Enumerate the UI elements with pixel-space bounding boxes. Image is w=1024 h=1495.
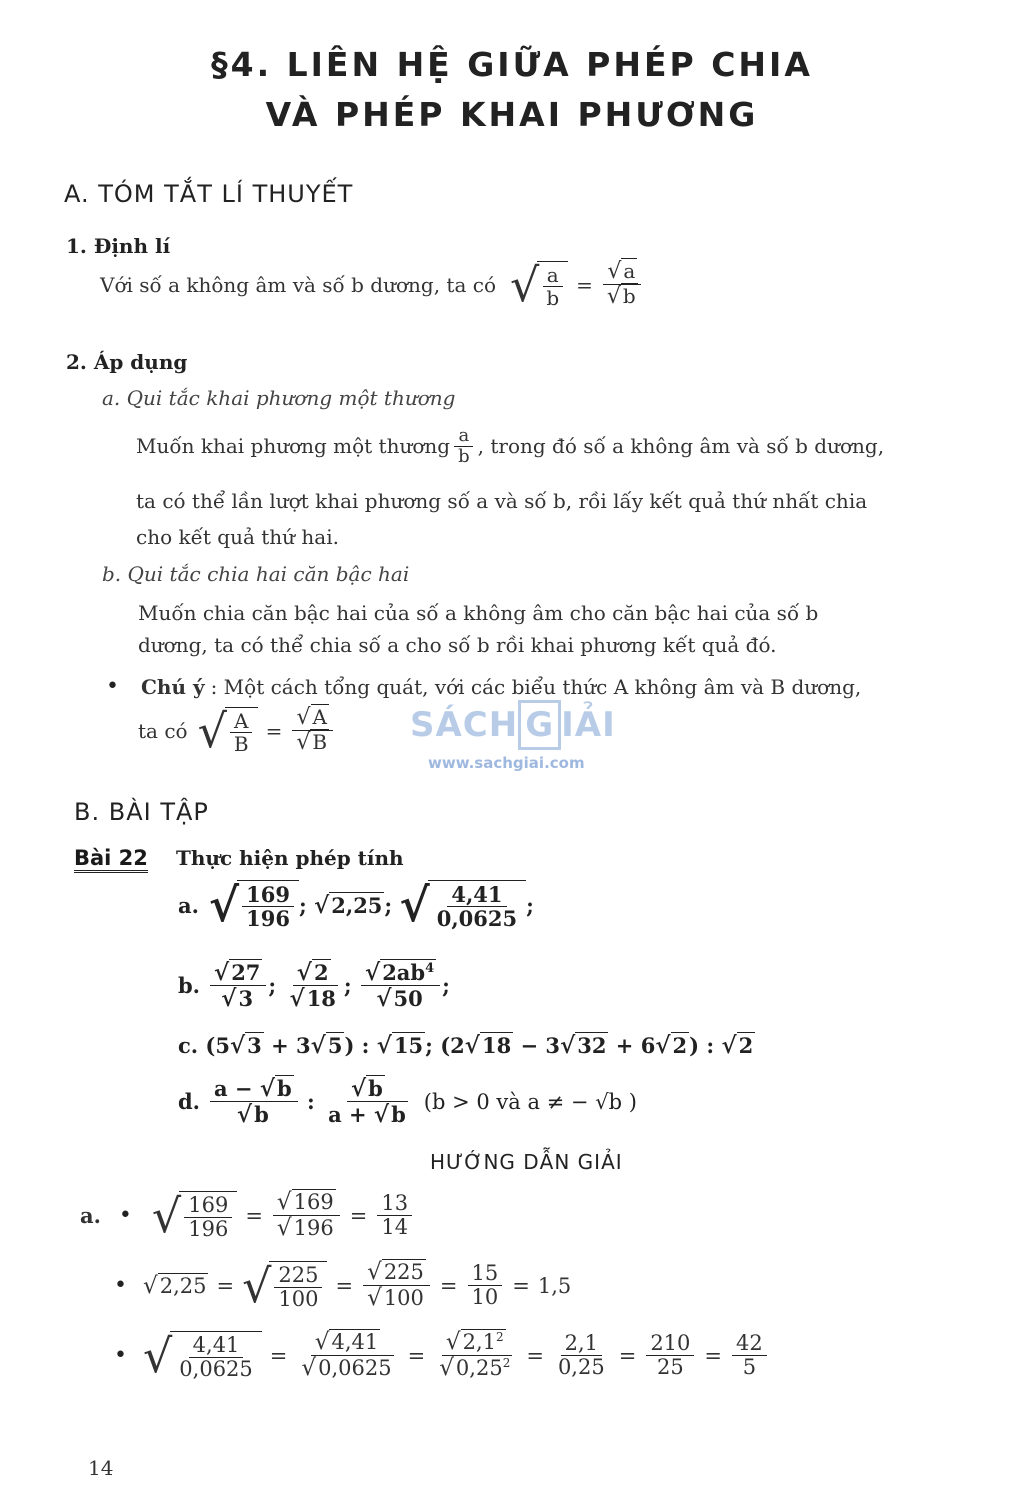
watermark-right: IẢI xyxy=(561,705,616,745)
note-text: : Một cách tổng quát, với các biểu thức A không âm và B dương, xyxy=(210,675,862,699)
note-line-1 xyxy=(106,672,861,702)
solution-a-2: • √2,25 = √ $\frac{225}{100}$ = $\frac{√225}{√100}$ = $\frac{15}{10}$ = 1,5 xyxy=(114,1258,572,1313)
rule-b-line-2: dương, ta có thể chia số a cho số b rồi khai phương kết quả đó. xyxy=(138,633,777,657)
page-title-line-2: VÀ PHÉP KHAI PHƯƠNG xyxy=(265,95,759,134)
exercise-22c: c. (5√3 + 3√5) : √15; (2√18 − 3√32 + 6√2) : √2 xyxy=(178,1032,754,1059)
exercise-22d: d. $\frac{a - √b}{√b}$ : $\frac{√b}{a + √b}$ (b > 0 và a ≠ − √b ) xyxy=(178,1075,637,1129)
rule-a-line-3: ta có thể lần lượt khai phương số a và số b, rồi lấy kết quả thứ nhất chia xyxy=(136,489,868,513)
watermark-left: SÁCH xyxy=(410,705,519,745)
rule-a-line-1 xyxy=(136,426,884,467)
watermark-url: www.sachgiai.com xyxy=(428,754,585,772)
section-b-heading: B. BÀI TẬP xyxy=(74,798,209,826)
fraction-a-over-b: $\frac{a}{b}$ xyxy=(454,426,474,467)
rule-b-line-1: Muốn chia căn bậc hai của số a không âm cho căn bậc hai của số b xyxy=(138,601,819,625)
exercise-label xyxy=(74,846,148,870)
solution-a-3: • √ $\frac{4,41}{0,0625}$ = $\frac{√4,41}{√0,0625}$ = $\frac{√2,1^2}{√0,25^2}$ = $\frac{2,1}{0,25}$ = $\frac{210}{25}$ = $\frac{42}{5}$ xyxy=(114,1330,769,1382)
rule-a-title: a. Qui tắc khai phương một thương xyxy=(102,386,456,410)
theorem-statement: Với số a không âm và số b dương, ta có √ $\frac{a}{b}$ = $\frac{√ a}{√ b}$ xyxy=(100,260,644,309)
rule-a-text-1: Muốn khai phương một thương xyxy=(136,434,451,459)
sachgiai-watermark-logo xyxy=(410,700,620,790)
note-text-2: ta có xyxy=(138,718,188,743)
watermark-g: G xyxy=(518,700,561,750)
page-number: 14 xyxy=(88,1456,114,1480)
note-label: Chú ý xyxy=(140,675,205,699)
exercise-22a: a. √ $\frac{169}{196}$ ; √2,25 ; √ $\frac{4,41}{0,0625}$ ; xyxy=(178,878,534,933)
theorem-text: Với số a không âm và số b dương, ta có xyxy=(100,272,496,297)
bullet-icon: • xyxy=(106,674,119,699)
exercise-22b: b. $\frac{√27}{√3}$ ; $\frac{√2}{√18}$ ; $\frac{√2ab^4}{√50}$ ; xyxy=(178,959,450,1013)
note-formula-rhs: $\frac{√ A}{√ B}$ xyxy=(292,706,333,755)
solution-a-1: a. • √ $\frac{169}{196}$ = $\frac{√169}{√196}$ = $\frac{13}{14}$ xyxy=(80,1190,414,1242)
section-a-heading: A. TÓM TẮT LÍ THUYẾT xyxy=(64,180,354,208)
theorem-formula-lhs: √ $\frac{a}{b}$ xyxy=(510,261,568,309)
exercise-title: Thực hiện phép tính xyxy=(176,846,404,870)
theorem-heading: 1. Định lí xyxy=(66,234,171,258)
rule-b-title: b. Qui tắc chia hai căn bậc hai xyxy=(102,562,410,586)
note-line-2: ta có √ $\frac{A}{B}$ = $\frac{√ A}{√ B}$ xyxy=(138,706,335,755)
page-title-line-1: §4. LIÊN HỆ GIỮA PHÉP CHIA xyxy=(211,45,813,84)
theorem-formula-rhs: $\frac{√ a}{√ b}$ xyxy=(603,260,642,309)
guide-heading: HƯỚNG DẪN GIẢI xyxy=(430,1150,623,1174)
note-formula-lhs: √ $\frac{A}{B}$ xyxy=(198,707,258,755)
apply-heading: 2. Áp dụng xyxy=(66,350,188,374)
rule-a-text-2: , trong đó số a không âm và số b dương, xyxy=(477,434,885,459)
exercise-number: Bài 22 xyxy=(74,846,148,873)
rule-a-line-4: cho kết quả thứ hai. xyxy=(136,525,339,549)
condition-d: (b > 0 và a ≠ − √b ) xyxy=(423,1089,637,1114)
